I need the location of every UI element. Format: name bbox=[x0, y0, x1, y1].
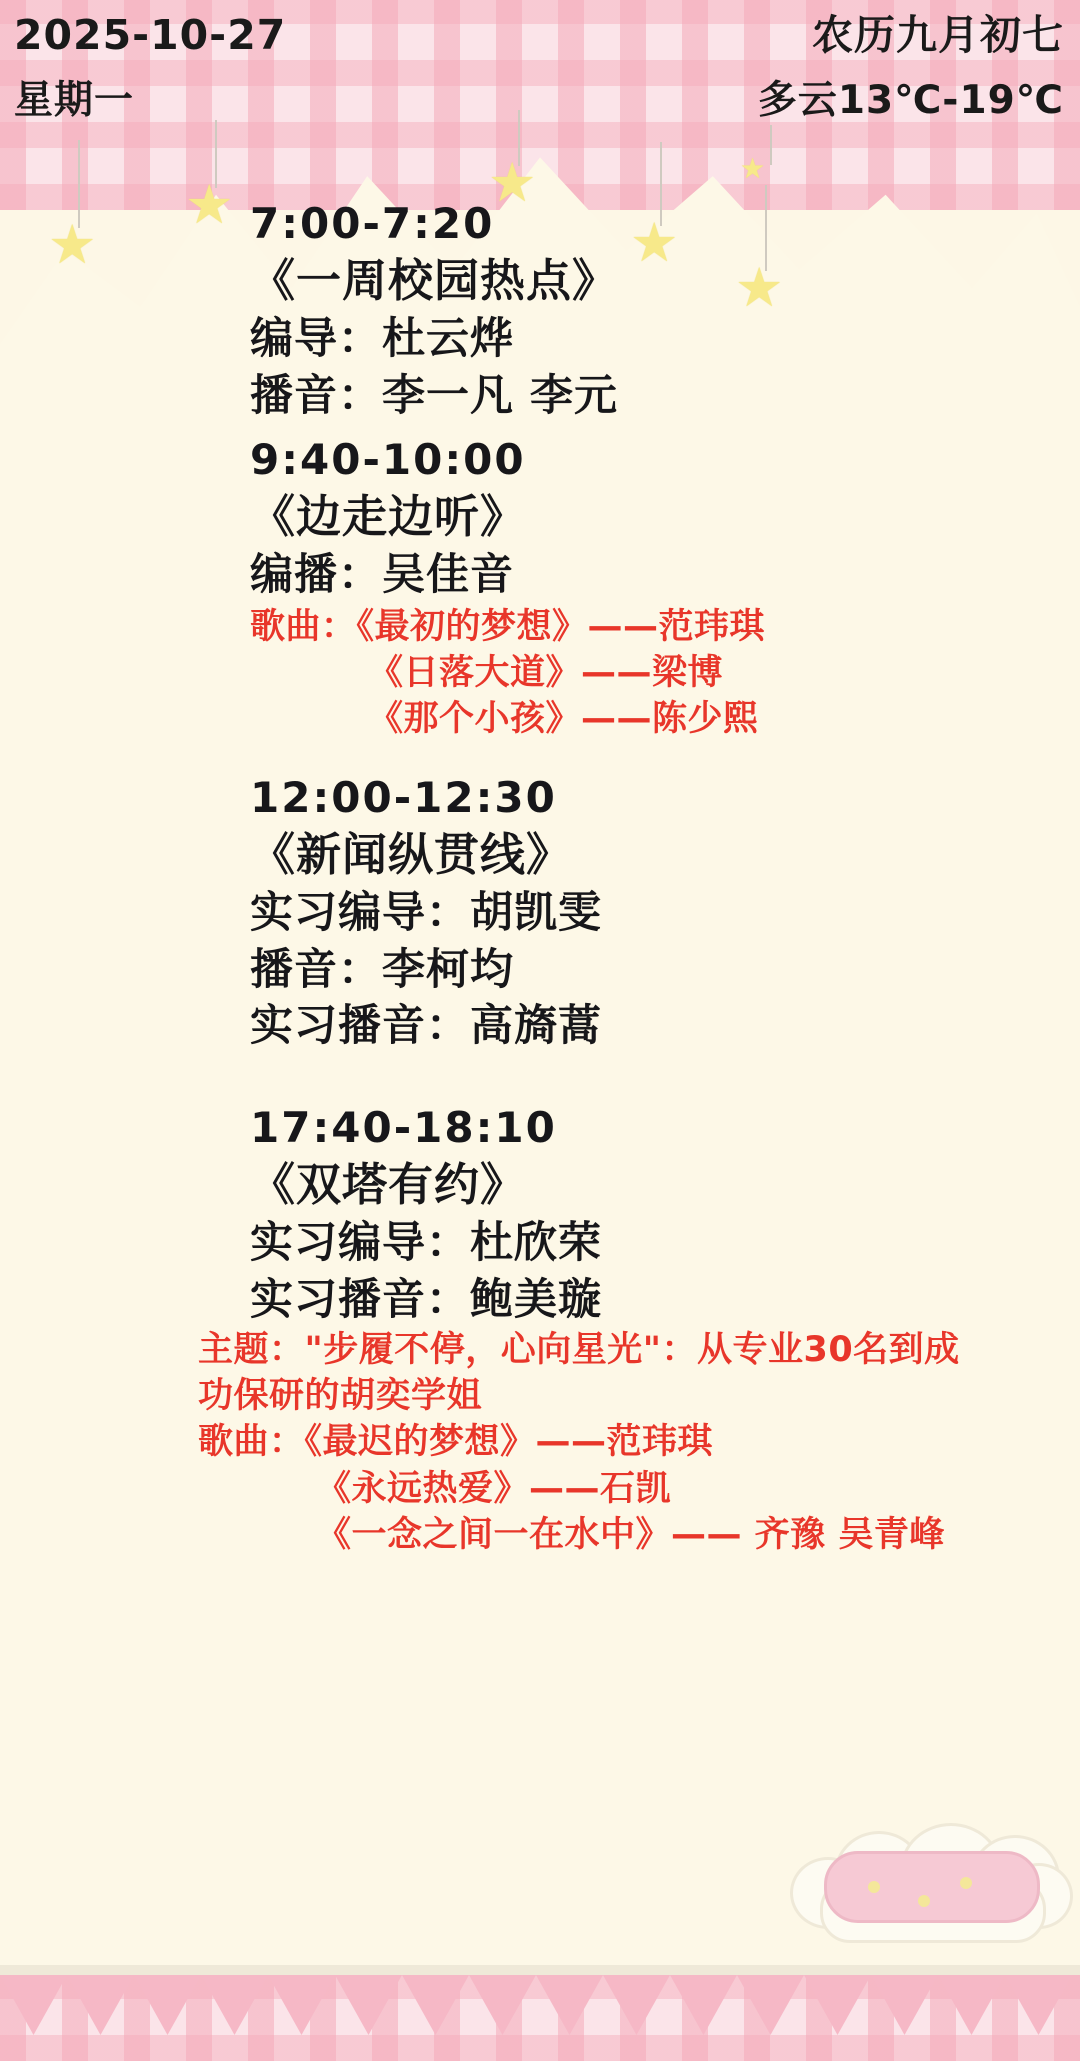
program-credit: 实习编导：胡凯雯 bbox=[250, 887, 602, 938]
program-song: 《日落大道》——梁博 bbox=[368, 652, 724, 693]
date-text: 2025-10-27 bbox=[14, 11, 287, 59]
program-credit: 播音：李一凡 李元 bbox=[250, 370, 618, 421]
pillow-shape bbox=[824, 1851, 1040, 1923]
program-song: 《那个小孩》——陈少熙 bbox=[368, 698, 759, 739]
program-time: 17:40-18:10 bbox=[250, 1103, 557, 1152]
program-time: 7:00-7:20 bbox=[250, 199, 495, 248]
star-icon: ★ bbox=[630, 213, 679, 273]
program-song: 歌曲：《最迟的梦想》——范玮琪 bbox=[198, 1422, 714, 1463]
program-song: 歌曲：《最初的梦想》——范玮琪 bbox=[250, 606, 766, 647]
program-time: 12:00-12:30 bbox=[250, 773, 557, 822]
program-song: 《永远热爱》——石凯 bbox=[316, 1468, 672, 1509]
hanging-star-6 bbox=[735, 185, 795, 345]
hanging-star-4 bbox=[630, 142, 690, 302]
hanging-star-1 bbox=[48, 140, 108, 300]
star-icon: ★ bbox=[488, 153, 537, 213]
star-icon: ★ bbox=[740, 153, 766, 184]
program-block-3 bbox=[250, 770, 602, 1055]
footer-triangles bbox=[0, 1975, 1080, 2035]
lunar-date-text: 农历九月初七 bbox=[812, 11, 1064, 59]
footer-band bbox=[0, 1975, 1080, 2061]
program-block-2 bbox=[250, 432, 765, 742]
star-icon: ★ bbox=[48, 215, 97, 275]
program-credit: 实习播音：鲍美璇 bbox=[250, 1274, 602, 1325]
program-title: 《双塔有约》 bbox=[250, 1158, 527, 1212]
program-credit: 播音：李柯均 bbox=[250, 944, 514, 995]
paper-bottom-edge bbox=[0, 1965, 1080, 1975]
program-title: 《一周校园热点》 bbox=[250, 254, 619, 308]
header-lunar-group bbox=[758, 6, 1064, 130]
program-time: 9:40-10:00 bbox=[250, 435, 526, 484]
star-icon: ★ bbox=[185, 175, 234, 235]
program-credit: 实习编导：杜欣荣 bbox=[250, 1217, 602, 1268]
program-title: 《边走边听》 bbox=[250, 490, 527, 544]
hanging-star-2 bbox=[185, 120, 245, 260]
program-credit: 编播：吴佳音 bbox=[250, 549, 514, 600]
program-title: 《新闻纵贯线》 bbox=[250, 828, 573, 882]
program-block-4 bbox=[198, 1100, 988, 1558]
program-topic: 主题："步履不停，心向星光"：从专业30名到成功保研的胡奕学姐 bbox=[198, 1330, 960, 1416]
program-credit: 编导：杜云烨 bbox=[250, 313, 514, 364]
star-icon: ★ bbox=[735, 258, 784, 318]
weather-text: 多云13℃-19℃ bbox=[757, 78, 1064, 124]
program-song: 《一念之间一在水中》—— 齐豫 吴青峰 bbox=[316, 1514, 945, 1555]
weekday-text: 星期一 bbox=[14, 78, 135, 124]
header-date-group bbox=[14, 6, 286, 130]
program-block-1 bbox=[250, 196, 618, 424]
cloud-pillow-decoration bbox=[790, 1823, 1070, 1943]
program-credit: 实习播音：高旖蒿 bbox=[250, 1001, 602, 1052]
